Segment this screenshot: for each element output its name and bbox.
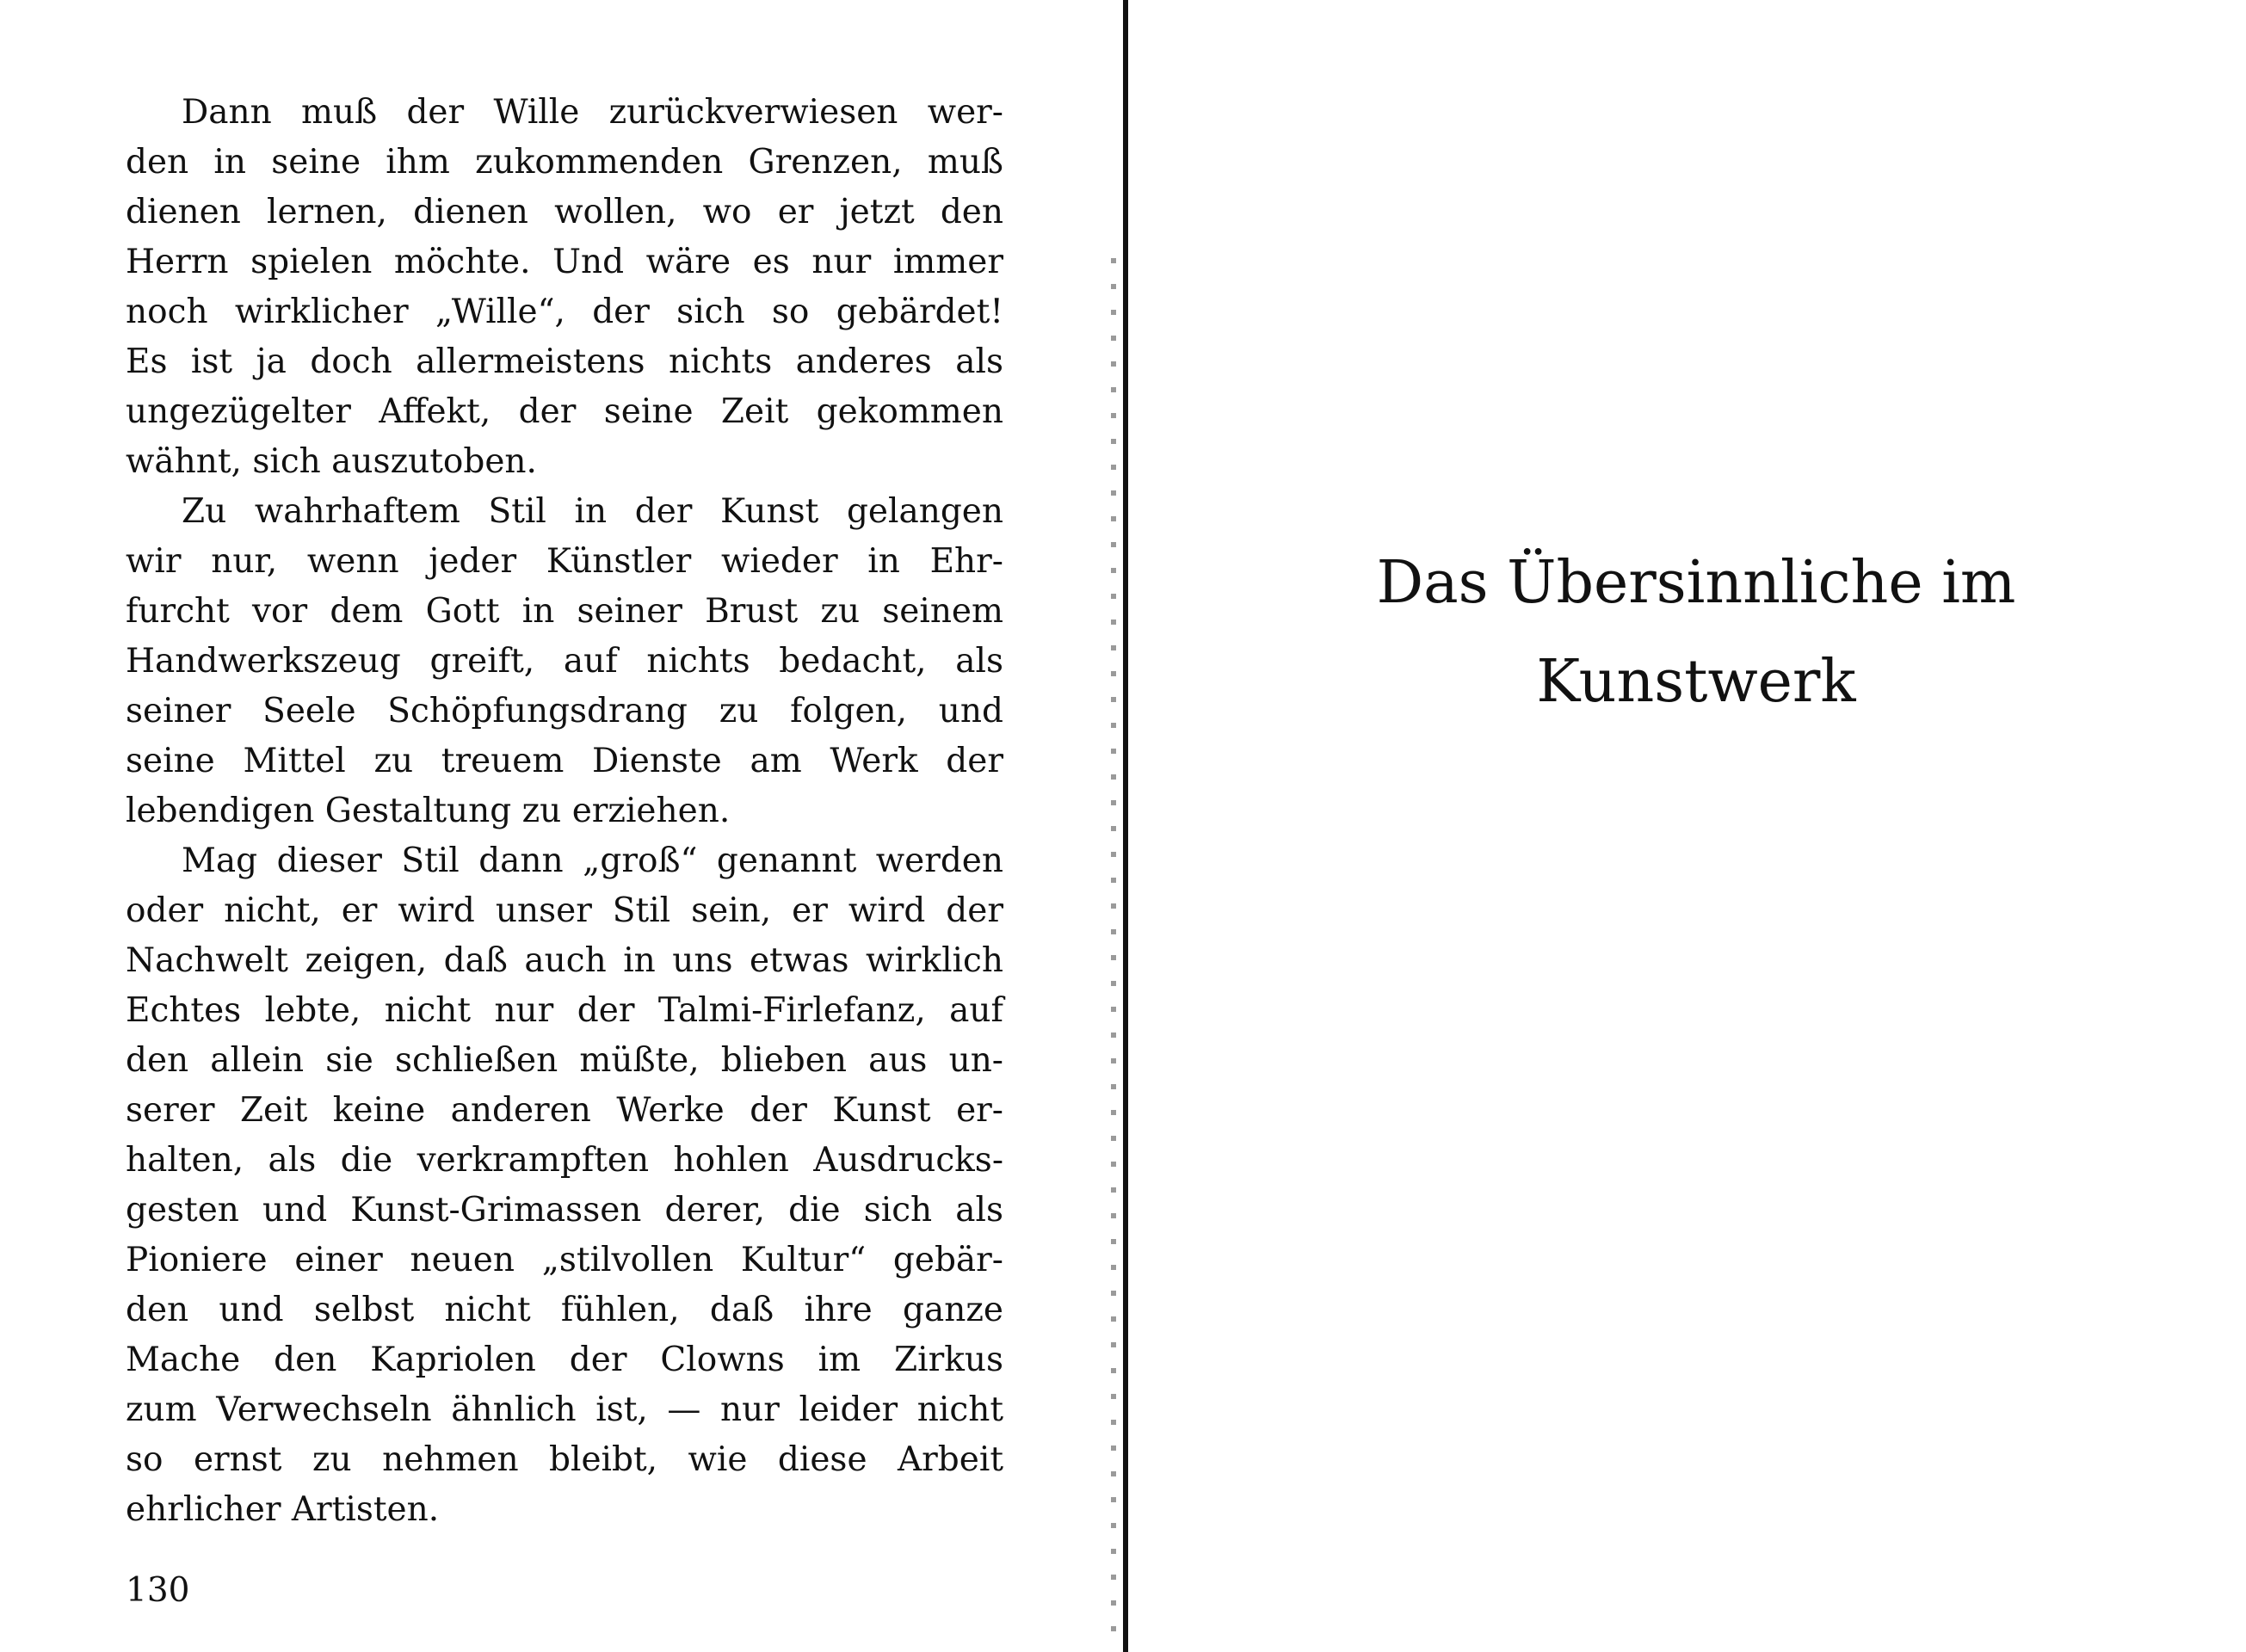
text-line: den allein sie schließen müßte, blieben aus un- <box>126 1041 1003 1080</box>
text-line: zum Verwechseln ähnlich ist, — nur leider nicht <box>126 1390 1003 1429</box>
text-line: Herrn spielen möchte. Und wäre es nur immer <box>126 243 1003 281</box>
book-gutter <box>1104 0 1145 1652</box>
page-number: 130 <box>126 1571 190 1610</box>
text-line: Handwerkszeug greift, auf nichts bedacht, als <box>126 642 1003 681</box>
text-line: ehrlicher Artisten. <box>126 1490 440 1529</box>
left-page <box>0 0 1106 1652</box>
chapter-title-line-1: Das Übersinnliche im <box>1376 549 2016 617</box>
text-line: wir nur, wenn jeder Künstler wieder in Ehr- <box>126 542 1003 581</box>
text-line: Echtes lebte, nicht nur der Talmi-Firlefanz, auf <box>126 991 1003 1030</box>
right-page <box>1145 0 2246 1652</box>
text-line: Mag dieser Stil dann „groß“ genannt werden <box>182 841 1003 880</box>
text-line: oder nicht, er wird unser Stil sein, er wird der <box>126 891 1003 930</box>
text-line: so ernst zu nehmen bleibt, wie diese Arbeit <box>126 1440 1003 1479</box>
text-line: Zu wahrhaftem Stil in der Kunst gelangen <box>182 492 1003 531</box>
text-line: ungezügelter Affekt, der seine Zeit gekommen <box>126 392 1003 431</box>
text-line: Es ist ja doch allermeistens nichts anderes als <box>126 342 1003 381</box>
text-line: noch wirklicher „Wille“, der sich so gebärdet! <box>126 293 1003 331</box>
text-line: serer Zeit keine anderen Werke der Kunst er- <box>126 1091 1003 1130</box>
text-line: lebendigen Gestaltung zu erziehen. <box>126 792 731 830</box>
text-line: dienen lernen, dienen wollen, wo er jetzt den <box>126 193 1003 231</box>
chapter-title-line-2: Kunstwerk <box>1536 648 1856 716</box>
text-line: Mache den Kapriolen der Clowns im Zirkus <box>126 1341 1003 1379</box>
text-line: Pioniere einer neuen „stilvollen Kultur“ gebär- <box>126 1241 1003 1279</box>
text-line: seiner Seele Schöpfungsdrang zu folgen, und <box>126 692 1003 730</box>
text-line: Nachwelt zeigen, daß auch in uns etwas wirklich <box>126 941 1003 980</box>
text-line: seine Mittel zu treuem Dienste am Werk der <box>126 742 1003 780</box>
text-line: Dann muß der Wille zurückverwiesen wer- <box>182 93 1003 132</box>
text-line: gesten und Kunst-Grimassen derer, die sich als <box>126 1191 1003 1230</box>
gutter-fold-line <box>1123 0 1128 1652</box>
gutter-shadow <box>1111 258 1116 1635</box>
text-line: wähnt, sich auszutoben. <box>126 442 537 481</box>
chapter-title <box>1317 533 2075 731</box>
text-line: furcht vor dem Gott in seiner Brust zu seinem <box>126 592 1003 631</box>
text-line: halten, als die verkrampften hohlen Ausdrucks- <box>126 1141 1003 1180</box>
body-text <box>126 88 1003 1535</box>
text-line: den in seine ihm zukommenden Grenzen, muß <box>126 143 1003 182</box>
text-line: den und selbst nicht fühlen, daß ihre ganze <box>126 1291 1003 1329</box>
